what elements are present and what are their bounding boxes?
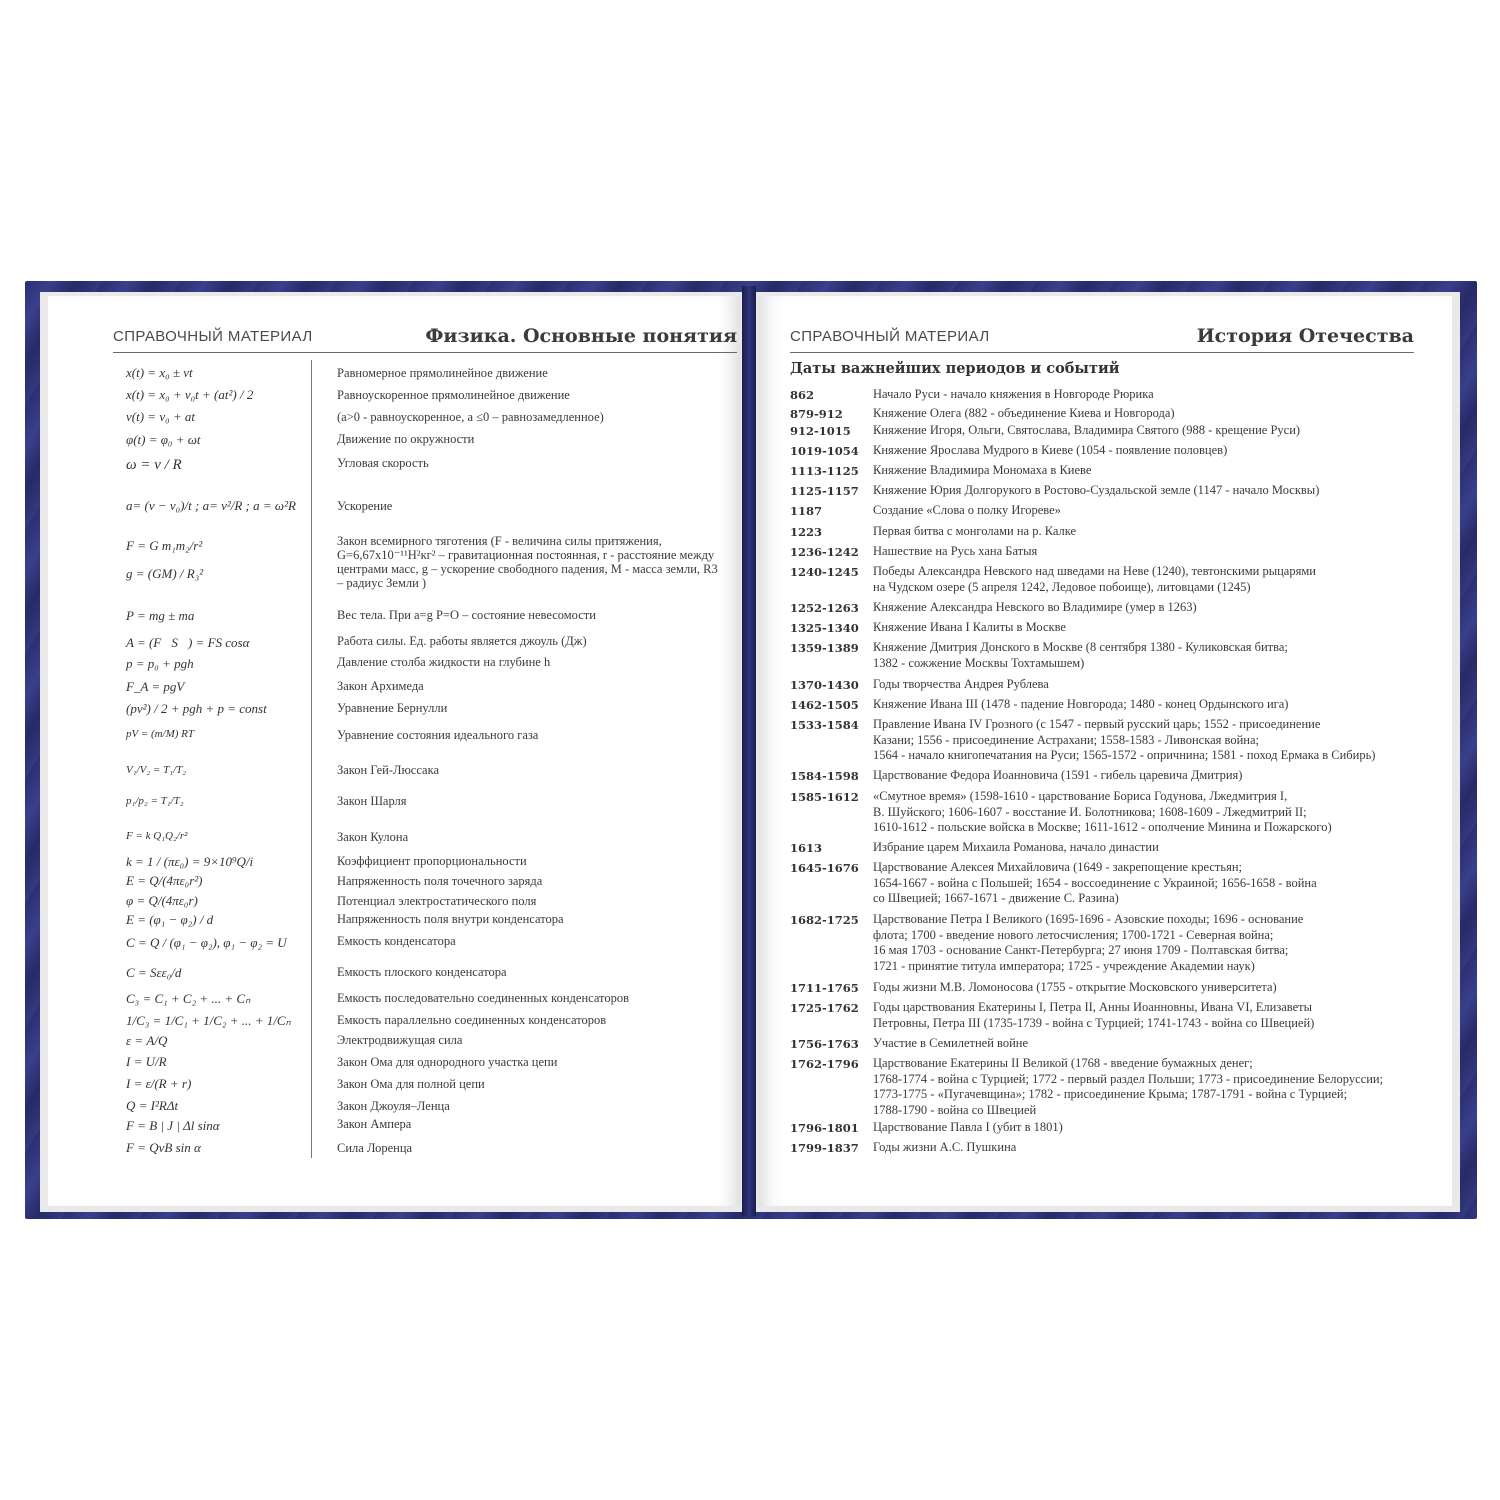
event-text: Избрание царем Михаила Романова, начало династии <box>873 840 1159 854</box>
formula-description: Ускорение <box>337 499 393 513</box>
formula-description: Уравнение состояния идеального газа <box>337 728 539 742</box>
formula-description: Закон Шарля <box>337 794 407 808</box>
event-text: Княжение Юрия Долгорукого в Ростово-Суздальской земле (1147 - начало Москвы) <box>873 483 1320 497</box>
formula-description: Закон Кулона <box>337 830 409 844</box>
formula: A = (F⃗S⃗) = FS cosα <box>126 635 250 650</box>
formula-description: Закон всемирного тяготения (F - величина силы притяжения, G=6,67x10⁻¹¹Н²кг² – гравитационная постоянная, r - расстояние между центрами масс, g – ускорение свободного падения, M - масса земли, R3 – радиус Земли ) <box>337 534 718 590</box>
event-text: Нашествие на Русь хана Батыя <box>873 544 1038 558</box>
formula-description: Электродвижущая сила <box>337 1033 463 1047</box>
event-year: 879-912 <box>790 407 843 421</box>
formula-description: Закон Джоуля–Ленца <box>337 1099 450 1113</box>
event-text: Создание «Слова о полку Игореве» <box>873 503 1061 517</box>
event-text: Годы жизни А.С. Пушкина <box>873 1140 1017 1154</box>
event-year: 1019-1054 <box>790 444 859 458</box>
event-text: Царствование Павла I (убит в 1801) <box>873 1120 1063 1134</box>
formula: a= (v − v₀)/t ; a= v²/R ; a = ω²R <box>126 498 296 513</box>
event-year: 1613 <box>790 841 823 855</box>
formula-description: Давление столба жидкости на глубине h <box>337 655 551 669</box>
event-year: 1725-1762 <box>790 1001 859 1015</box>
formula: E = (φ₁ − φ₂) / d <box>126 912 214 927</box>
formula-description: Работа силы. Ед. работы является джоуль (Дж) <box>337 634 587 648</box>
left-page-header <box>113 318 737 353</box>
event-year: 1113-1125 <box>790 464 859 478</box>
right-page-header <box>790 318 1414 353</box>
formula-description: Закон Ампера <box>337 1117 412 1131</box>
event-year: 1645-1676 <box>790 861 859 875</box>
formula: ε = A/Q <box>126 1033 168 1048</box>
formula: pV = (m/M) RT <box>126 728 195 740</box>
event-text: Годы царствования Екатерины I, Петра II, Анны Иоанновны, Ивана VI, Елизаветы Петровны, Петра III (1735-1739 - война с Турцией; 1741-1743 - война со Швецией) <box>873 1000 1315 1030</box>
formula-description: Закон Ома для однородного участка цепи <box>337 1055 558 1069</box>
event-text: Княжение Олега (882 - объединение Киева и Новгорода) <box>873 406 1175 420</box>
formula-description: Угловая скорость <box>337 456 429 470</box>
formula-description: Движение по окружности <box>337 432 475 446</box>
right-page-kicker: СПРАВОЧНЫЙ МАТЕРИАЛ <box>790 328 990 345</box>
event-year: 862 <box>790 388 815 402</box>
event-year: 1585-1612 <box>790 790 859 804</box>
formula: F = k Q₁Q₂/r² <box>126 830 188 842</box>
formula: I = ε/(R + r) <box>126 1076 192 1091</box>
formula: x(t) = x₀ + v₀t + (at²) / 2 <box>126 387 254 402</box>
event-text: Участие в Семилетней войне <box>873 1036 1029 1050</box>
formula: E = Q/(4πε₀r²) <box>126 873 203 888</box>
event-year: 1187 <box>790 504 823 518</box>
event-year: 1799-1837 <box>790 1141 859 1155</box>
event-year: 1462-1505 <box>790 698 859 712</box>
formula-description: Равноускоренное прямолинейное движение <box>337 388 570 402</box>
formula: F = B | J | Δl sinα <box>126 1118 220 1133</box>
formula: I = U/R <box>126 1054 167 1069</box>
event-year: 1125-1157 <box>790 484 859 498</box>
history-subtitle: Даты важнейших периодов и событий <box>790 360 1120 377</box>
formula: P = mg ± ma <box>126 608 195 623</box>
formula: Q = I²RΔt <box>126 1098 179 1113</box>
formula: v(t) = v₀ + at <box>126 409 195 424</box>
formula: φ = Q/(4πε₀r) <box>126 893 198 908</box>
event-year: 1711-1765 <box>790 981 859 995</box>
formula-description: Закон Ома для полной цепи <box>337 1077 485 1091</box>
formula: k = 1 / (πε₀) = 9×10⁹Q/i <box>126 854 254 869</box>
event-year: 1236-1242 <box>790 545 859 559</box>
event-text: Годы творчества Андрея Рублева <box>873 677 1049 691</box>
event-year: 912-1015 <box>790 424 851 438</box>
formula: φ(t) = φ₀ + ωt <box>126 432 201 447</box>
event-year: 1533-1584 <box>790 718 859 732</box>
formula-description: Емкость последовательно соединенных конденсаторов <box>337 991 630 1005</box>
event-text: Царствование Екатерины II Великой (1768 - введение бумажных денег; 1768-1774 - война с Турцией; 1772 - первый раздел Польши; 1773 - присоединение Белоруссии; 1773-1775 - «Пугачевщина»; 1782 - присоединение Крыма; 1787-1791 - война с Турцией; 1788-1790 - война со Швецией <box>873 1056 1384 1117</box>
formula: (pv²) / 2 + pgh + p = const <box>126 701 267 716</box>
formula-description: Напряженность поля точечного заряда <box>337 874 543 888</box>
event-year: 1682-1725 <box>790 913 859 927</box>
event-year: 1359-1389 <box>790 641 859 655</box>
formula-description: Емкость параллельно соединенных конденсаторов <box>337 1013 607 1027</box>
event-text: Царствование Алексея Михайловича (1649 - закрепощение крестьян; 1654-1667 - война с Польшей; 1654 - воссоединение с Украиной; 1656-1658 - война со Швецией; 1667-1671 - движение С. Разина) <box>873 860 1317 905</box>
event-year: 1252-1263 <box>790 601 859 615</box>
event-text: Княжение Дмитрия Донского в Москве (8 сентября 1380 - Куликовская битва; 1382 - сожжение Москвы Тохтамышем) <box>873 640 1288 670</box>
event-year: 1240-1245 <box>790 565 859 579</box>
event-text: Правление Ивана IV Грозного (с 1547 - первый русский царь; 1552 - присоединение Казани; 1556 - присоединение Астрахани; 1558-1583 - Ливонская война; 1564 - начало книгопечатания на Руси; 1565-1572 - опричнина; 1581 - поход Ермака в Сибирь) <box>873 717 1376 762</box>
formula: C₃ = C₁ + C₂ + ... + Cₙ <box>126 991 251 1006</box>
event-year: 1223 <box>790 525 823 539</box>
formula: ω = v / R <box>126 457 182 473</box>
formula-description: Емкость конденсатора <box>337 934 456 948</box>
formula: g = (GM) / R₃² <box>126 566 204 581</box>
event-year: 1325-1340 <box>790 621 859 635</box>
formula: V₁/V₂ = T₁/T₂ <box>126 764 187 776</box>
event-text: Княжение Ивана I Калиты в Москве <box>873 620 1066 634</box>
right-page-title: История Отечества <box>1196 325 1414 347</box>
formula: x(t) = x₀ ± vt <box>126 365 193 380</box>
event-year: 1756-1763 <box>790 1037 859 1051</box>
event-text: «Смутное время» (1598-1610 - царствование Бориса Годунова, Лжедмитрия I, В. Шуйского; 1606-1607 - восстание И. Болотникова; 1608-1609 - Лжедмитрий II; 1610-1612 - польские войска в Москве; 1611-1612 - ополчение Минина и Пожарского) <box>873 789 1332 834</box>
event-text: Княжение Игоря, Ольги, Святослава, Владимира Святого (988 - крещение Руси) <box>873 423 1301 437</box>
formula-description: Напряженность поля внутри конденсатора <box>337 912 564 926</box>
event-text: Княжение Ивана III (1478 - падение Новгорода; 1480 - конец Ордынского ига) <box>873 697 1289 711</box>
formula-description: Уравнение Бернулли <box>337 701 448 715</box>
formula: C = Sεε₀/d <box>126 965 182 980</box>
formula-description: Закон Гей-Люссака <box>337 763 440 777</box>
formula: F_A = pgV <box>126 679 185 694</box>
formula: p = p₀ + pgh <box>126 656 194 671</box>
event-year: 1370-1430 <box>790 678 859 692</box>
formula-description: Сила Лоренца <box>337 1141 413 1155</box>
event-text: Княжение Александра Невского во Владимире (умер в 1263) <box>873 600 1197 614</box>
formula: 1/C₃ = 1/C₁ + 1/C₂ + ... + 1/Cₙ <box>126 1013 291 1028</box>
formula-description: Емкость плоского конденсатора <box>337 965 507 979</box>
formula-description: Коэффициент пропорциональности <box>337 854 527 868</box>
formula-description: Вес тела. При a=g P=O – состояние невесомости <box>337 608 596 622</box>
event-text: Княжение Ярослава Мудрого в Киеве (1054 - появление половцев) <box>873 443 1228 457</box>
formula-description: (a>0 - равноускоренное, a ≤0 – равнозамедленное) <box>337 410 604 424</box>
left-page-title: Физика. Основные понятия <box>425 325 737 347</box>
event-year: 1584-1598 <box>790 769 859 783</box>
event-year: 1762-1796 <box>790 1057 859 1071</box>
event-text: Царствование Петра I Великого (1695-1696 - Азовские походы; 1696 - основание флота; 1700 - введение нового летосчисления; 1700-1721 - Северная война; 16 мая 1703 - основание Санкт-Петербурга; 27 июня 1709 - Полтавская битва; 1721 - принятие титула императора; 1725 - учреждение Академии наук) <box>873 912 1304 973</box>
formula-description: Потенциал электростатического поля <box>337 894 537 908</box>
event-text: Победы Александра Невского над шведами на Неве (1240), тевтонскими рыцарями на Чудском озере (5 апреля 1242, Ледовое побоище), литовцами (1245) <box>873 564 1316 594</box>
formula-description: Закон Архимеда <box>337 679 424 693</box>
event-text: Княжение Владимира Мономаха в Киеве <box>873 463 1092 477</box>
formula: F = QvB sin α <box>126 1140 201 1155</box>
book-spine <box>742 286 756 1216</box>
event-text: Годы жизни М.В. Ломоносова (1755 - открытие Московского университета) <box>873 980 1277 994</box>
event-text: Первая битва с монголами на р. Калке <box>873 524 1077 538</box>
event-year: 1796-1801 <box>790 1121 859 1135</box>
formula-description: Равномерное прямолинейное движение <box>337 366 548 380</box>
formula: p₁/p₂ = T₁/T₂ <box>126 795 184 807</box>
event-text: Начало Руси - начало княжения в Новгороде Рюрика <box>873 387 1154 401</box>
event-text: Царствование Федора Иоанновича (1591 - гибель царевича Дмитрия) <box>873 768 1243 782</box>
formula: C = Q / (φ₁ − φ₂), φ₁ − φ₂ = U <box>126 935 287 950</box>
formula: F = G m₁m₂/r² <box>126 538 203 553</box>
left-page-kicker: СПРАВОЧНЫЙ МАТЕРИАЛ <box>113 328 313 345</box>
column-divider <box>311 360 312 1158</box>
